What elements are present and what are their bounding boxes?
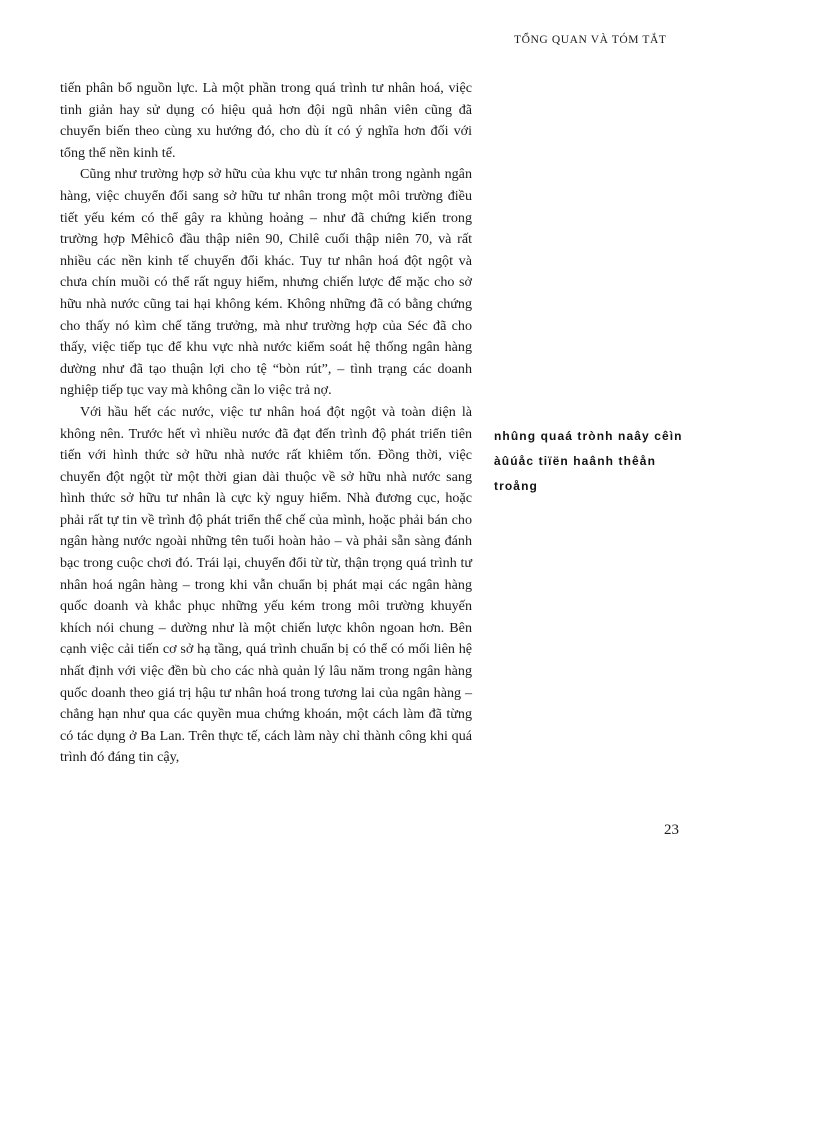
margin-pull-quote: [494, 424, 724, 499]
running-header: TỔNG QUAN VÀ TÓM TẮT: [514, 34, 667, 46]
page-number: 23: [664, 822, 679, 838]
paragraph-2: Cũng như trường hợp sở hữu của khu vực tư nhân trong ngành ngân hàng, việc chuyển đổi sang sở hữu tư nhân trong một môi trường điều tiết yếu kém có thể gây ra khủng hoảng – như đã chứng kiến trong trường hợp Mêhicô đầu thập niên 90, Chilê cuối thập niên 70, và rất nhiều các nền kinh tế chuyển đổi khác. Tuy tư nhân hoá đột ngột và chưa chín muồi có thể rất nguy hiểm, nhưng chiến lược để mặc cho sở hữu nhà nước cũng tai hại không kém. Không những đã có bằng chứng cho thấy nó kìm chế tăng trưởng, mà như trường hợp của Séc đã cho thấy, việc tiếp tục để khu vực nhà nước kiểm soát hệ thống ngân hàng dường như đã tạo thuận lợi cho tệ “bòn rút”, – tình trạng các doanh nghiệp tiếp tục vay mà không cần lo việc trả nợ.: [60, 166, 472, 399]
body-text: [60, 78, 472, 769]
paragraph-1: tiến phân bổ nguồn lực. Là một phần trong quá trình tư nhân hoá, việc tinh giản hay sử dụng có hiệu quả hơn đội ngũ nhân viên cũng đã chuyển biến theo cùng xu hướng đó, cho dù ít có ý nghĩa hơn đối với tổng thể nền kinh tế.: [60, 80, 472, 161]
pull-quote-line-1: nhûng quaá trònh naây cêìn: [494, 429, 683, 443]
pull-quote-line-3: troång: [494, 479, 538, 493]
paragraph-3: Với hầu hết các nước, việc tư nhân hoá đột ngột và toàn diện là không nên. Trước hết vì nhiều nước đã đạt đến trình độ phát triển tiên tiến với hình thức sở hữu nhà nước rất khiêm tốn. Đồng thời, việc chuyển đột ngột từ một thời gian dài thuộc về sở hữu nhà nước sang hình thức sở hữu tư nhân là cực kỳ nguy hiểm. Nhà đương cục, hoặc phải rất tự tin về trình độ phát triển thể chế của mình, hoặc phải bán cho ngân hàng nước ngoài những tên tuổi hoàn hảo – và phải sẵn sàng đánh bạc trong cuộc chơi đó. Trái lại, chuyển đổi từ từ, thận trọng quá trình tư nhân hoá ngân hàng – trong khi vẫn chuẩn bị phát mại các ngân hàng quốc doanh và khắc phục những yếu kém trong môi trường khuyến khích nói chung – dường như là một chiến lược khôn ngoan hơn. Bên cạnh việc cải tiến cơ sở hạ tầng, quá trình chuẩn bị có thể có mối liên hệ nhất định với việc đền bù cho các nhà quản lý lâu năm trong ngân hàng quốc doanh theo giá trị hậu tư nhân hoá trong tương lai của ngân hàng – chẳng hạn như qua các quyền mua chứng khoán, một cách làm đã từng có tác dụng ở Ba Lan. Trên thực tế, cách làm này chỉ thành công khi quá trình đó đáng tin cậy,: [60, 403, 472, 766]
pull-quote-line-2: àûúåc tiïën haânh thêån: [494, 454, 656, 468]
